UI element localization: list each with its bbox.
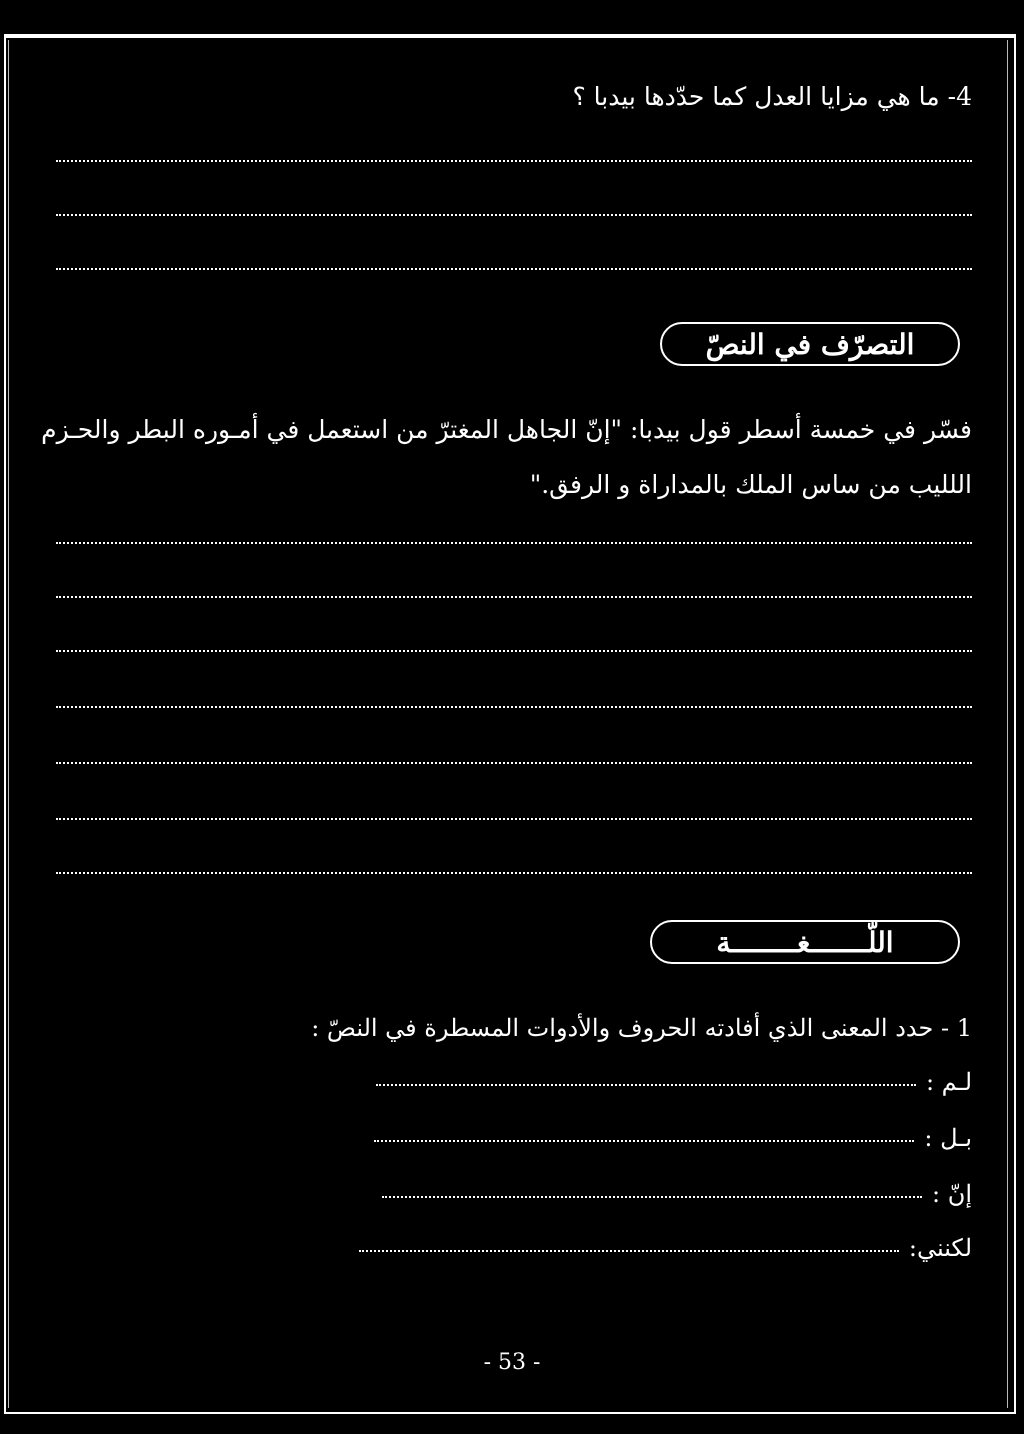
answer-line[interactable] — [56, 160, 972, 162]
answer-dots[interactable] — [374, 1140, 914, 1142]
section-title-language: اللّـــــــغــــــــة — [650, 920, 960, 964]
answer-label: إنّ : — [931, 1180, 972, 1208]
answer-line[interactable] — [56, 542, 972, 544]
answer-line[interactable] — [56, 872, 972, 874]
answer-line[interactable] — [56, 762, 972, 764]
answer-line[interactable] — [56, 596, 972, 598]
answer-label: لكنني: — [908, 1234, 972, 1262]
answer-label: لـم : — [925, 1068, 972, 1096]
answer-dots[interactable] — [382, 1196, 922, 1198]
answer-line[interactable] — [56, 706, 972, 708]
answer-dots[interactable] — [359, 1250, 899, 1252]
answer-row-lakinnani — [359, 1234, 972, 1262]
question-4: 4- ما هي مزايا العدل كما حدّدها بيدبا ؟ — [572, 82, 972, 111]
section-title-morphology: التصرّف في النصّ — [660, 322, 960, 366]
answer-line[interactable] — [56, 650, 972, 652]
answer-dots[interactable] — [376, 1084, 916, 1086]
answer-line[interactable] — [56, 214, 972, 216]
instruction-line-1: فسّر في خمسة أسطر قول بيدبا: "إنّ الجاهل المغترّ من استعمل في أمـوره البطر والحـزم — [41, 415, 972, 444]
language-question-1: 1 - حدد المعنى الذي أفادته الحروف والأدوات المسطرة في النصّ : — [311, 1014, 972, 1042]
answer-row-bal — [374, 1124, 972, 1152]
answer-row-lam — [376, 1068, 972, 1096]
answer-row-inna — [382, 1180, 972, 1208]
instruction-line-2: اللليب من ساس الملك بالمداراة و الرفق." — [529, 470, 972, 499]
answer-line[interactable] — [56, 818, 972, 820]
answer-line[interactable] — [56, 268, 972, 270]
page-number: - 53 - — [483, 1350, 541, 1375]
answer-label: بـل : — [924, 1124, 972, 1152]
